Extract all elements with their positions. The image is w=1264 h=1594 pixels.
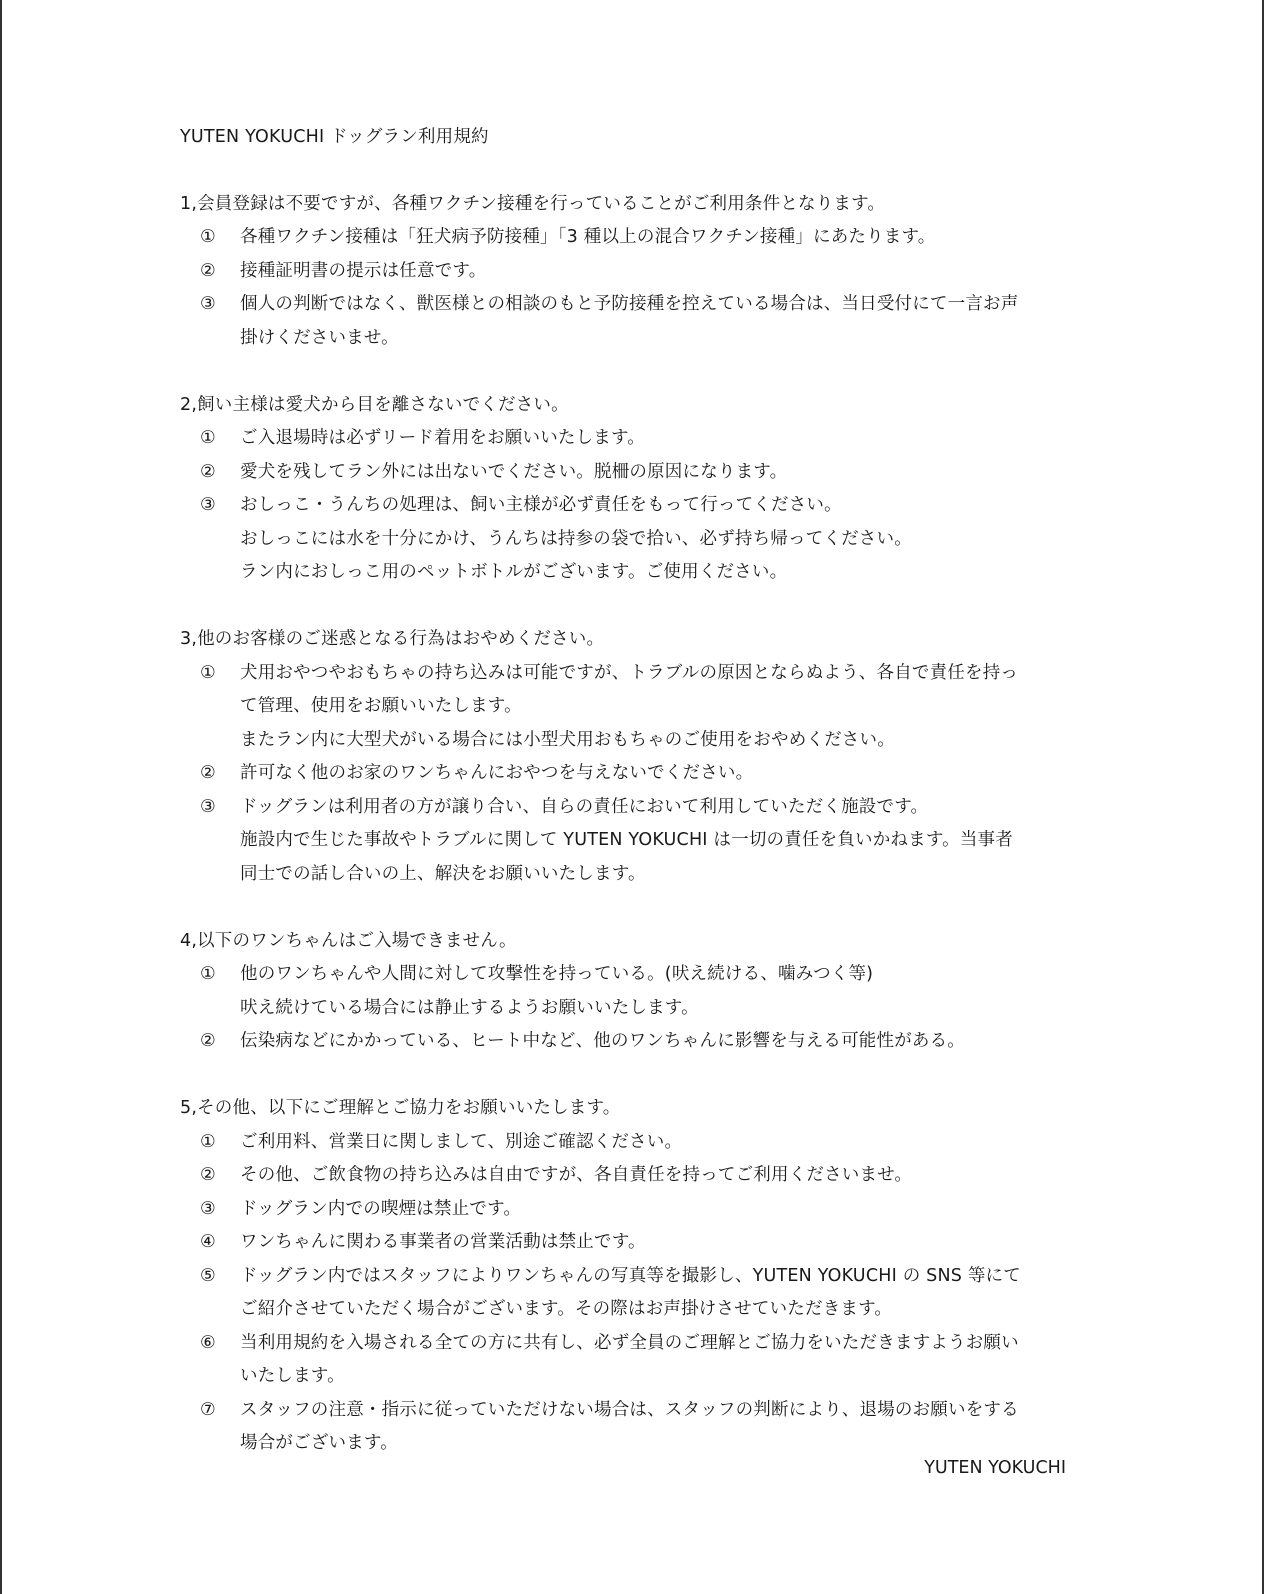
- item-number: ①: [200, 428, 216, 448]
- item-text: [240, 1193, 1080, 1227]
- item-line: いたします。: [240, 1366, 345, 1386]
- item-text: [240, 1159, 1080, 1193]
- item-number: ③: [200, 495, 216, 515]
- item-number: ③: [200, 294, 216, 314]
- item-number: ①: [200, 964, 216, 984]
- section-heading: 2,飼い主様は愛犬から目を離さないでください。: [180, 394, 569, 415]
- item-line: 接種証明書の提示は任意です。: [240, 260, 487, 281]
- item-number: ②: [200, 1165, 216, 1185]
- list-item: [200, 1394, 1080, 1461]
- item-text: [240, 255, 1080, 289]
- item-number: ④: [200, 1232, 216, 1252]
- section-heading: 3,他のお客様のご迷惑となる行為はおやめください。: [180, 629, 605, 649]
- item-text: [240, 1226, 1080, 1260]
- item-line: 各種ワクチン接種は「狂犬病予防接種」「3 種以上の混合ワクチン接種」にあたります。: [240, 227, 936, 247]
- item-number: ②: [200, 260, 216, 281]
- item-text: [240, 757, 1080, 791]
- item-line: 伝染病などにかかっている、ヒート中など、他のワンちゃんに影響を与える可能性がある。: [240, 1031, 965, 1051]
- item-text: [240, 422, 1080, 456]
- list-item: [200, 1126, 1080, 1160]
- list-item: [200, 757, 1080, 791]
- item-line: 他のワンちゃんや人間に対して攻撃性を持っている。(吠え続ける、噛みつく等): [240, 964, 874, 984]
- item-number: ①: [200, 227, 216, 247]
- item-line: 愛犬を残してラン外には出ないでください。脱柵の原因になります。: [240, 461, 788, 482]
- section-heading: 4,以下のワンちゃんはご入場できません。: [180, 930, 517, 951]
- item-line: ドッグラン内ではスタッフによりワンちゃんの写真等を撮影し、YUTEN YOKUCHI の SNS 等にて: [240, 1265, 1021, 1286]
- list-item: [200, 1327, 1080, 1394]
- item-text: [240, 1260, 1080, 1327]
- list-item: [200, 221, 1080, 255]
- item-line: ラン内におしっこ用のペットボトルがございます。ご使用ください。: [240, 562, 788, 582]
- list-item: [200, 288, 1080, 355]
- item-line: 許可なく他のお家のワンちゃんにおやつを与えないでください。: [240, 763, 754, 783]
- item-line: スタッフの注意・指示に従っていただけない場合は、スタッフの判断により、退場のお願いをする: [240, 1399, 1019, 1420]
- terms-section: [180, 1092, 1080, 1461]
- item-line: 個人の判断ではなく、獣医様との相談のもと予防接種を控えている場合は、当日受付にて一言お声: [240, 294, 1019, 314]
- item-text: [240, 489, 1080, 590]
- list-item: [200, 422, 1080, 456]
- item-text: [240, 657, 1080, 758]
- list-item: [200, 489, 1080, 590]
- terms-section: [180, 188, 1080, 356]
- item-line: その他、ご飲食物の持ち込みは自由ですが、各自責任を持ってご利用くださいませ。: [240, 1165, 913, 1185]
- list-item: [200, 1193, 1080, 1227]
- item-line: 吠え続けている場合には静止するようお願いいたします。: [240, 997, 699, 1018]
- item-number: ①: [200, 1131, 216, 1152]
- item-text: [240, 456, 1080, 490]
- item-text: [240, 1327, 1080, 1394]
- item-line: 同士での話し合いの上、解決をお願いいたします。: [240, 863, 646, 884]
- terms-document: [180, 121, 1080, 1494]
- item-line: ドッグランは利用者の方が譲り合い、自らの責任において利用していただく施設です。: [240, 796, 929, 817]
- item-line: ご紹介させていただく場合がございます。その際はお声掛けさせていただきます。: [240, 1299, 893, 1319]
- list-item: [200, 1226, 1080, 1260]
- item-text: [240, 791, 1080, 892]
- item-number: ①: [200, 662, 216, 683]
- item-number: ②: [200, 1031, 216, 1051]
- item-text: [240, 958, 1080, 1025]
- document-title: YUTEN YOKUCHI ドッグラン利用規約: [180, 127, 489, 147]
- item-line: おしっこ・うんちの処理は、飼い主様が必ず責任をもって行ってください。: [240, 495, 842, 515]
- item-line: ワンちゃんに関わる事業者の営業活動は禁止です。: [240, 1232, 646, 1252]
- list-item: [200, 791, 1080, 892]
- item-line: ご入退場時は必ずリード着用をお願いいたします。: [240, 428, 645, 448]
- item-text: [240, 1126, 1080, 1160]
- item-line: て管理、使用をお願いいたします。: [240, 696, 522, 716]
- item-text: [240, 1025, 1080, 1059]
- item-number: ②: [200, 461, 216, 482]
- item-number: ⑦: [200, 1399, 216, 1420]
- item-line: おしっこには水を十分にかけ、うんちは持参の袋で拾い、必ず持ち帰ってください。: [240, 528, 912, 549]
- item-number: ③: [200, 1198, 216, 1219]
- item-line: 場合がございます。: [240, 1433, 398, 1453]
- list-item: [200, 456, 1080, 490]
- list-item: [200, 1159, 1080, 1193]
- item-number: ⑤: [200, 1265, 216, 1286]
- item-line: 当利用規約を入場される全ての方に共有し、必ず全員のご理解とご協力をいただきますようお願い: [240, 1332, 1019, 1353]
- item-line: ドッグラン内での喫煙は禁止です。: [240, 1198, 522, 1219]
- item-line: 犬用おやつやおもちゃの持ち込みは可能ですが、トラブルの原因とならぬよう、各自で責任を持っ: [240, 662, 1019, 683]
- signature: YUTEN YOKUCHI: [924, 1458, 1066, 1478]
- item-number: ⑥: [200, 1332, 216, 1353]
- terms-sections: [180, 188, 1080, 1461]
- item-text: [240, 221, 1080, 255]
- list-item: [200, 255, 1080, 289]
- terms-section: [180, 623, 1080, 891]
- item-number: ②: [200, 763, 216, 783]
- item-number: ③: [200, 796, 216, 817]
- item-line: ご利用料、営業日に関しまして、別途ご確認ください。: [240, 1131, 683, 1152]
- item-text: [240, 288, 1080, 355]
- section-heading: 5,その他、以下にご理解とご協力をお願いいたします。: [180, 1098, 621, 1118]
- terms-section: [180, 925, 1080, 1059]
- list-item: [200, 657, 1080, 758]
- list-item: [200, 1260, 1080, 1327]
- item-line: またラン内に大型犬がいる場合には小型犬用おもちゃのご使用をおやめください。: [240, 729, 895, 750]
- list-item: [200, 958, 1080, 1025]
- item-line: 施設内で生じた事故やトラブルに関して YUTEN YOKUCHI は一切の責任を負いかねます。当事者: [240, 830, 1013, 850]
- terms-section: [180, 389, 1080, 590]
- item-text: [240, 1394, 1080, 1461]
- list-item: [200, 1025, 1080, 1059]
- item-line: 掛けくださいませ。: [240, 327, 399, 348]
- section-heading: 1,会員登録は不要ですが、各種ワクチン接種を行っていることがご利用条件となります。: [180, 193, 886, 214]
